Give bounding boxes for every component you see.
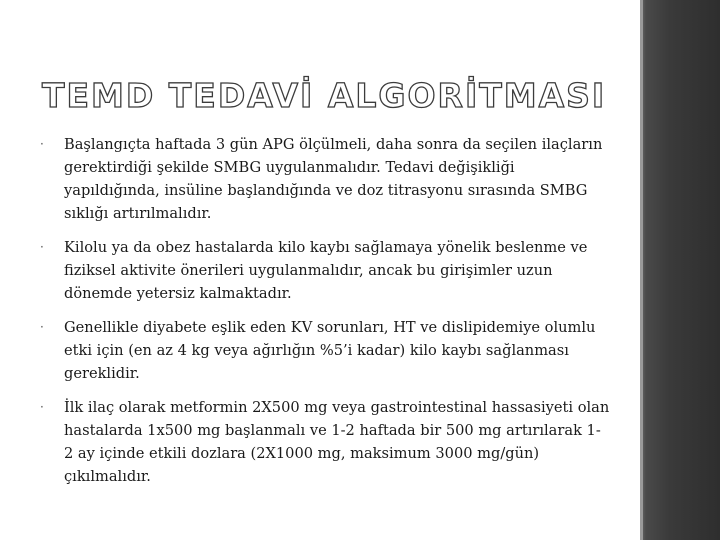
list-item	[40, 316, 610, 385]
bullet-text: Kilolu ya da obez hastalarda kilo kaybı sağlamaya yönelik beslenme ve fiziksel aktivite önerileri uygulanmalıdır, ancak bu girişimler uzun dönemde yetersiz kalmaktadır.	[64, 239, 588, 302]
bullet-text: Başlangıçta haftada 3 gün APG ölçülmeli, daha sonra da seçilen ilaçların gerektirdiği şekilde SMBG uygulanmalıdır. Tedavi değişikliği yapıldığında, insüline başlandığında ve doz titrasyonu sırasında SMBG sıklığı artırılmalıdır.	[64, 136, 603, 222]
bullet-list	[40, 133, 610, 499]
bullet-text: İlk ilaç olarak metformin 2X500 mg veya gastrointestinal hassasiyeti olan hastalarda 1x500 mg başlanmalı ve 1-2 haftada bir 500 mg artırılarak 1-2 ay içinde etkili dozlara (2X1000 mg, maksimum 3000 mg/gün) çıkılmalıdır.	[64, 399, 610, 485]
side-bar	[640, 0, 720, 540]
bullet-icon: ·	[40, 240, 44, 254]
bullet-icon: ·	[40, 400, 44, 414]
slide-title: TEMD TEDAVİ ALGORİTMASI	[42, 76, 607, 115]
bullet-icon: ·	[40, 137, 44, 151]
list-item	[40, 133, 610, 225]
bullet-text: Genellikle diyabete eşlik eden KV sorunları, HT ve dislipidemiye olumlu etki için (en az 4 kg veya ağırlığın %5’i kadar) kilo kaybı sağlanması gereklidir.	[64, 319, 596, 382]
list-item	[40, 396, 610, 488]
list-item	[40, 236, 610, 305]
bullet-icon: ·	[40, 320, 44, 334]
